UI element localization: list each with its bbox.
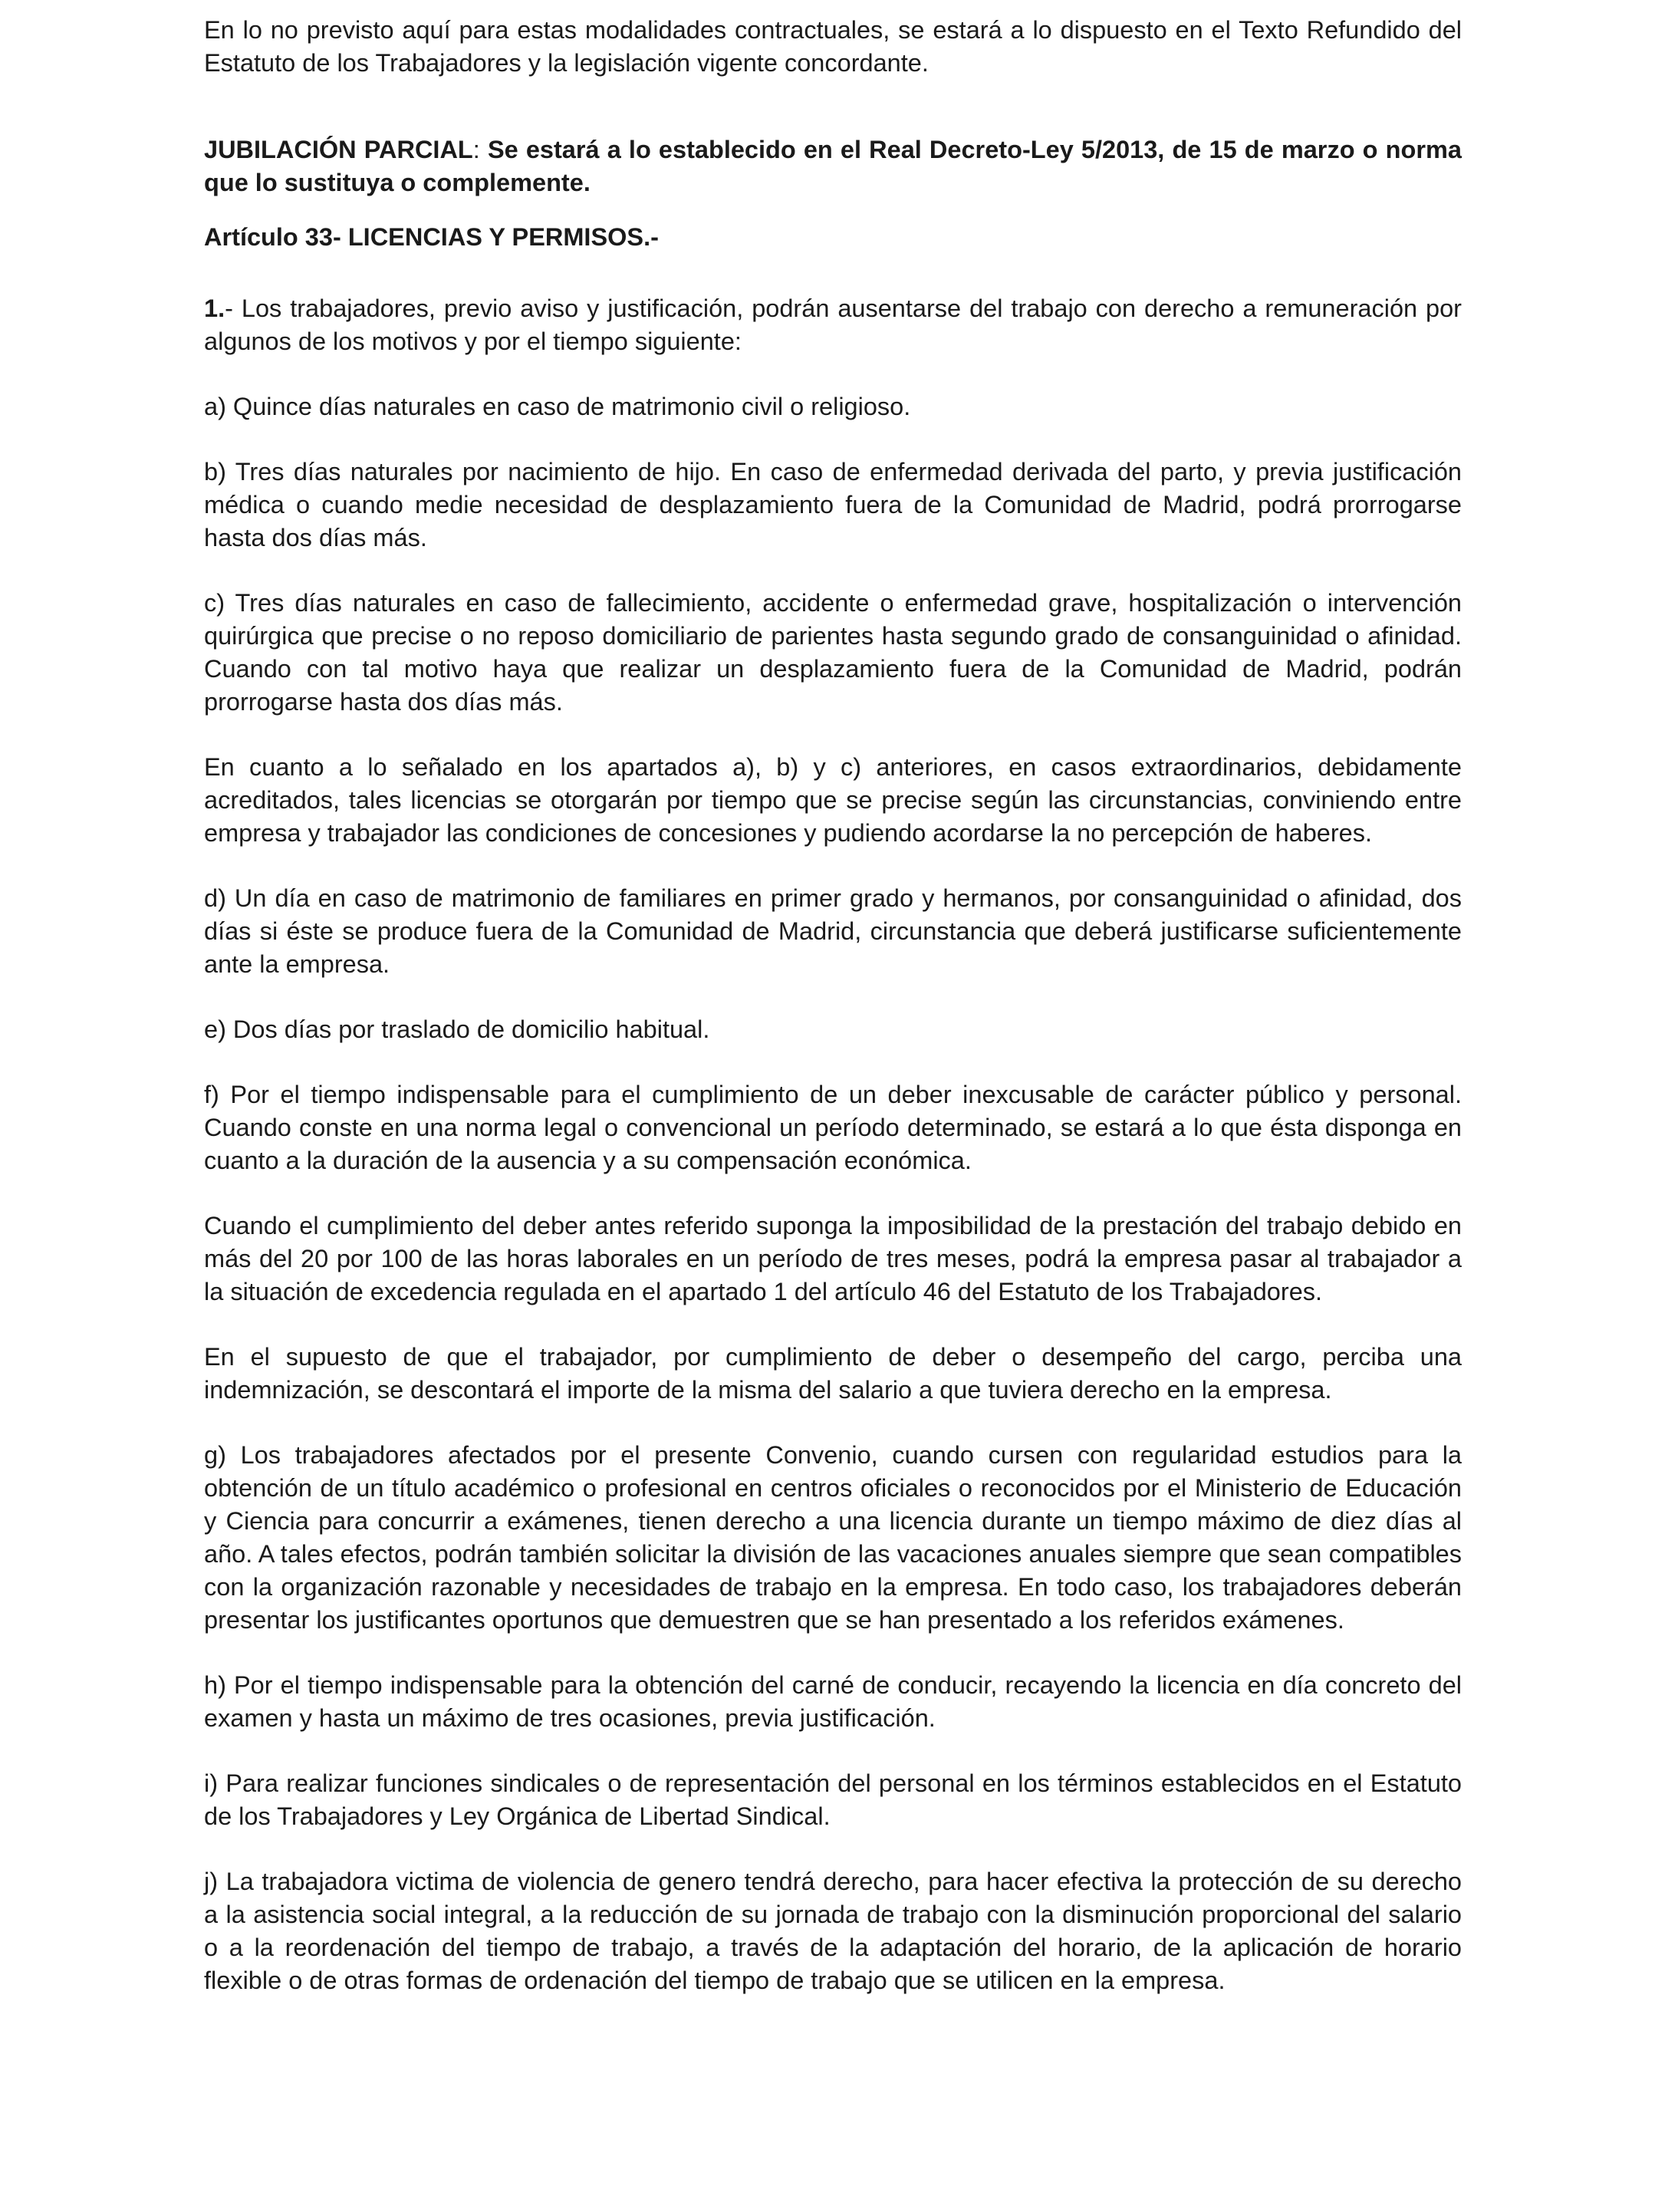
paragraph-1 [204,292,1462,358]
item-a: a) Quince días naturales en caso de matrimonio civil o religioso. [204,393,911,420]
item-i: i) Para realizar funciones sindicales o de representación del personal en los términos establecidos en el Estatuto de los Trabajadores y Ley Orgánica de Libertad Sindical. [204,1769,1462,1830]
article-heading [204,221,1462,254]
item-j: j) La trabajadora victima de violencia de genero tendrá derecho, para hacer efectiva la protección de su derecho a la asistencia social integral, a la reducción de su jornada de trabajo con la disminución proporcional del salario o a la reordenación del tiempo de trabajo, a través de la adaptación del horario, de la aplicación de horario flexible o de otras formas de ordenación del tiempo de trabajo que se utilicen en la empresa. [204,1868,1462,1994]
article-heading-title: LICENCIAS Y PERMISOS.- [347,223,659,251]
item-d: d) Un día en caso de matrimonio de familiares en primer grado y hermanos, por consanguinidad o afinidad, dos días si éste se produce fuera de la Comunidad de Madrid, circunstancia que deberá justificarse suficientemente ante la empresa. [204,884,1462,978]
jubilacion-label: JUBILACIÓN PARCIAL [204,136,473,163]
paragraph-abc: En cuanto a lo señalado en los apartados a), b) y c) anteriores, en casos extraordinarios, debidamente acreditados, tales licencias se otorgarán por tiempo que se precise según las circunstancias, conviniendo entre empresa y trabajador las condiciones de concesiones y pudiendo acordarse la no percepción de haberes. [204,753,1462,847]
jubilacion-colon: : [472,136,488,163]
item-g: g) Los trabajadores afectados por el presente Convenio, cuando cursen con regularidad estudios para la obtención de un título académico o profesional en centros oficiales o reconocidos por el Ministerio de Educación y Ciencia para concurrir a exámenes, tienen derecho a una licencia durante un tiempo máximo de diez días al año. A tales efectos, podrán también solicitar la división de las vacaciones anuales siempre que sean compatibles con la organización razonable y necesidades de trabajo en la empresa. En todo caso, los trabajadores deberán presentar los justificantes oportunos que demuestren que se han presentado a los referidos exámenes. [204,1441,1462,1634]
paragraph-deber: Cuando el cumplimiento del deber antes referido suponga la imposibilidad de la prestación del trabajo debido en más del 20 por 100 de las horas laborales en un período de tres meses, podrá la empresa pasar al trabajador a la situación de excedencia regulada en el apartado 1 del artículo 46 del Estatuto de los Trabajadores. [204,1212,1462,1305]
paragraph-indemnizacion: En el supuesto de que el trabajador, por cumplimiento de deber o desempeño del cargo, perciba una indemnización, se descontará el importe de la misma del salario a que tuviera derecho en la empresa. [204,1343,1462,1404]
paragraph-jubilacion-parcial [204,133,1462,199]
item-e: e) Dos días por traslado de domicilio habitual. [204,1015,710,1043]
item-c: c) Tres días naturales en caso de fallecimiento, accidente o enfermedad grave, hospitalización o intervención quirúrgica que precise o no reposo domiciliario de parientes hasta segundo grado de consanguinidad o afinidad. Cuando con tal motivo haya que realizar un desplazamiento fuera de la Comunidad de Madrid, podrán prorrogarse hasta dos días más. [204,589,1462,716]
item-f: f) Por el tiempo indispensable para el cumplimiento de un deber inexcusable de carácter público y personal. Cuando conste en una norma legal o convencional un período determinado, se estará a lo que ésta disponga en cuanto a la duración de la ausencia y a su compensación económica. [204,1081,1462,1174]
paragraph-1-text: - Los trabajadores, previo aviso y justificación, podrán ausentarse del trabajo con derecho a remuneración por algunos de los motivos y por el tiempo siguiente: [204,295,1462,355]
item-b: b) Tres días naturales por nacimiento de hijo. En caso de enfermedad derivada del parto, y previa justificación médica o cuando medie necesidad de desplazamiento fuera de la Comunidad de Madrid, podrá prorrogarse hasta dos días más. [204,458,1462,551]
document-page [204,14,1462,1997]
paragraph-intro: En lo no previsto aquí para estas modalidades contractuales, se estará a lo dispuesto en el Texto Refundido del Estatuto de los Trabajadores y la legislación vigente concordante. [204,16,1462,77]
article-heading-prefix: Artículo 33- [204,223,348,251]
item-h: h) Por el tiempo indispensable para la obtención del carné de conducir, recayendo la licencia en día concreto del examen y hasta un máximo de tres ocasiones, previa justificación. [204,1671,1462,1732]
jubilacion-text: Se estará a lo establecido en el Real Decreto-Ley 5/2013, de 15 de marzo o norma que lo sustituya o complemente. [204,136,1462,196]
paragraph-1-number: 1. [204,295,225,322]
